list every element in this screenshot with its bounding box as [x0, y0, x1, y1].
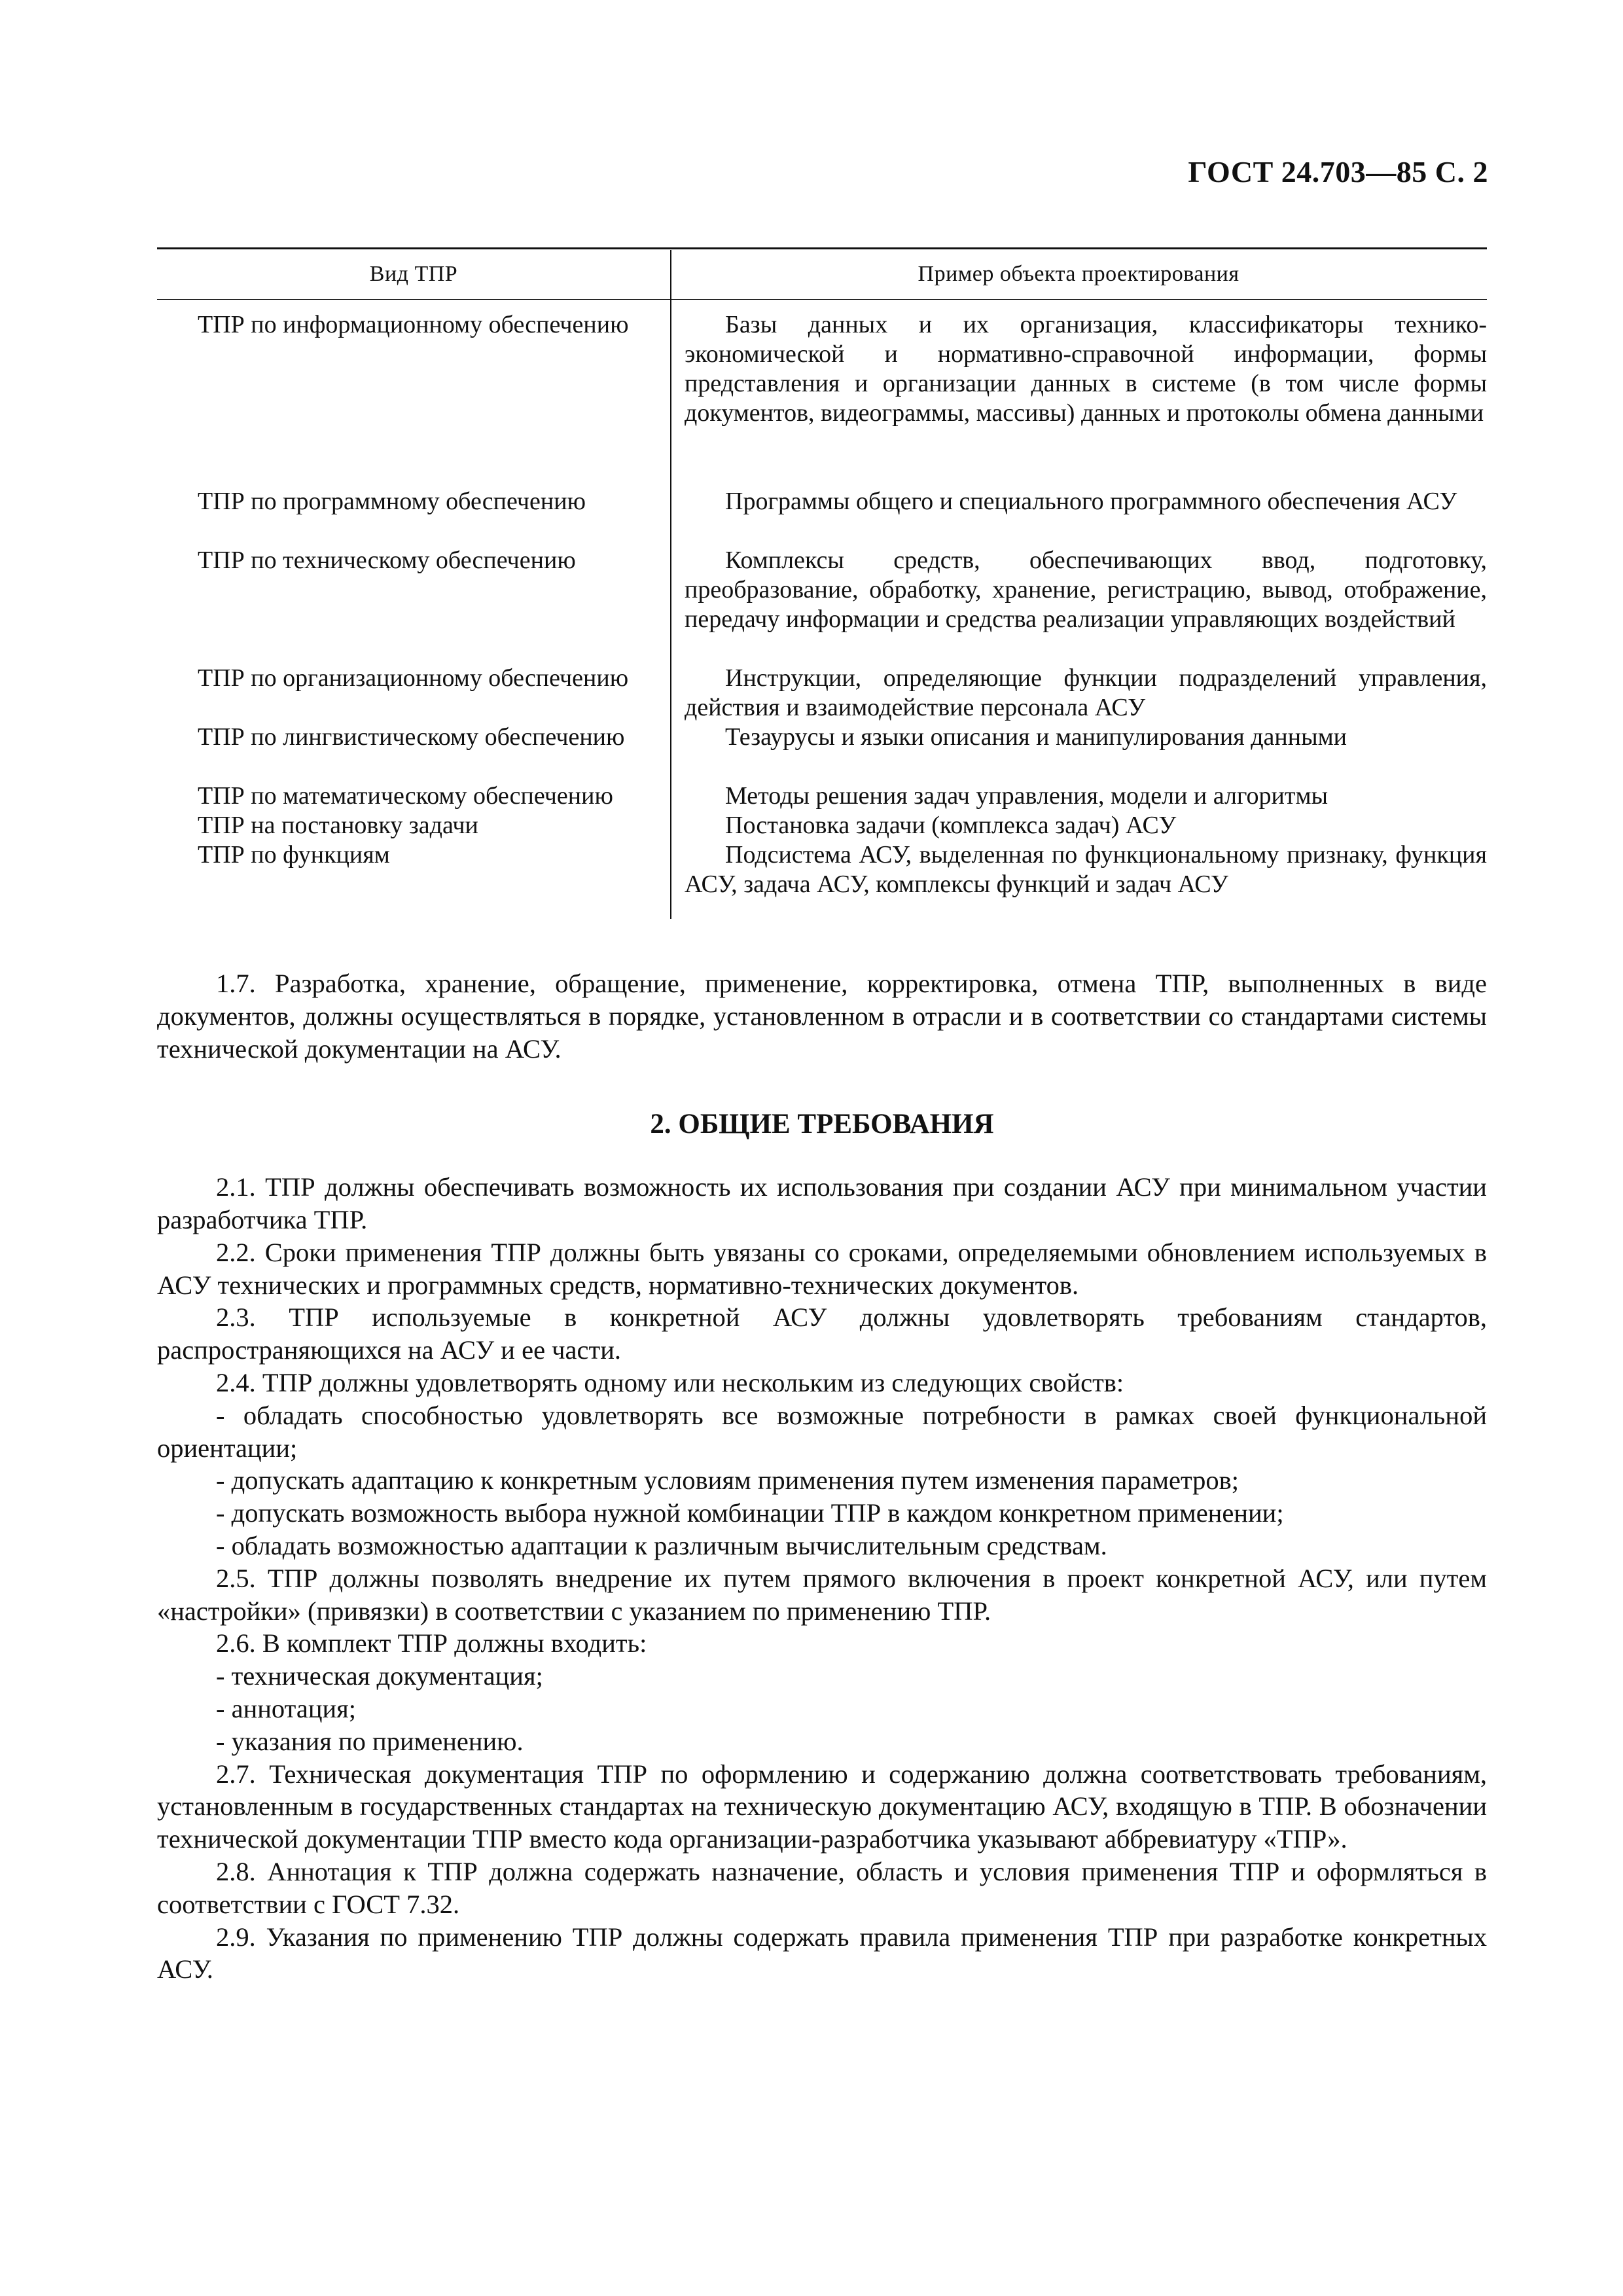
table-body — [157, 300, 1487, 899]
paragraph-2-1: 2.1. ТПР должны обеспечивать возможность их использования при создании АСУ при минимальном участии разработчика ТПР. — [157, 1172, 1487, 1234]
paragraph-2-7: 2.7. Техническая документация ТПР по оформлению и содержанию должна соответствовать требованиям, установленным в государственных стандартах на техническую документацию АСУ, входящую в ТПР. В обозначении технической документации ТПР вместо кода организации-разработчика указывают аббревиатуру «ТПР». — [157, 1759, 1487, 1854]
list-item: - указания по применению. — [216, 1726, 524, 1756]
paragraph-2-6: 2.6. В комплект ТПР должны входить: — [216, 1628, 647, 1659]
table-cell-example: Тезаурусы и языки описания и манипулирования данными — [725, 723, 1347, 751]
table-header-example: Пример объекта проектирования — [918, 262, 1240, 286]
table-cell-type: ТПР по техническому обеспечению — [198, 547, 576, 574]
table-cell-type: ТПР по организационному обеспечению — [198, 664, 629, 692]
table-row — [157, 811, 1487, 840]
list-item: - обладать возможностью адаптации к различным вычислительным средствам. — [216, 1530, 1107, 1560]
table-header-type: Вид ТПР — [369, 262, 458, 286]
table-cell-example: Комплексы средств, обеспечивающих ввод, подготовку, преобразование, обработку, хранение, регистрацию, вывод, отображение, передачу информации и средства реализации управляющих воздействий — [685, 547, 1487, 633]
table-row — [157, 664, 1487, 723]
list-item: - обладать способностью удовлетворять все возможные потребности в рамках своей функциональной ориентации; — [157, 1400, 1487, 1463]
paragraph-2-2: 2.2. Сроки применения ТПР должны быть увязаны со сроками, определяемыми обновлением используемых в АСУ технических и программных средств, нормативно-технических документов. — [157, 1237, 1487, 1300]
table-row — [157, 487, 1487, 546]
list-item: - допускать адаптацию к конкретным условиям применения путем изменения параметров; — [216, 1465, 1240, 1496]
paragraph-2-9: 2.9. Указания по применению ТПР должны содержать правила применения ТПР при разработке конкретных АСУ. — [157, 1922, 1487, 1984]
paragraph-2-5: 2.5. ТПР должны позволять внедрение их путем прямого включения в проект конкретной АСУ, или путем «настройки» (привязки) в соответствии с указанием по применению ТПР. — [157, 1563, 1487, 1626]
list-item: - допускать возможность выбора нужной комбинации ТПР в каждом конкретном применении; — [216, 1498, 1284, 1528]
table-column-divider — [670, 250, 671, 919]
table-row — [157, 781, 1487, 811]
table-row — [157, 310, 1487, 487]
paragraph-2-3: 2.3. ТПР используемые в конкретной АСУ должны удовлетворять требованиям стандартов, распространяющихся на АСУ и ее части. — [157, 1302, 1487, 1365]
section-title-general-requirements: 2. ОБЩИЕ ТРЕБОВАНИЯ — [650, 1109, 994, 1140]
paragraph-2-4: 2.4. ТПР должны удовлетворять одному или нескольким из следующих свойств: — [216, 1367, 1124, 1397]
table-row — [157, 546, 1487, 664]
table-cell-type: ТПР по функциям — [198, 841, 390, 869]
table-row — [157, 840, 1487, 899]
table-cell-type: ТПР по математическому обеспечению — [198, 782, 613, 810]
paragraph-1-7: 1.7. Разработка, хранение, обращение, применение, корректировка, отмена ТПР, выполненных в виде документов, должны осуществляться в порядке, установленном в отрасли и в соответствии со стандартами системы технической документации на АСУ. — [157, 969, 1487, 1064]
table-cell-example: Постановка задачи (комплекса задач) АСУ — [725, 812, 1177, 839]
page-header-reference: ГОСТ 24.703—85 С. 2 — [1188, 155, 1488, 188]
table-cell-example: Базы данных и их организация, классификаторы технико-экономической и нормативно-справочной информации, формы представления и организации данных в системе (в том числе формы документов, видеограммы, массивы) данных и протоколы обмена данными — [685, 311, 1487, 427]
table-cell-example: Инструкции, определяющие функции подразделений управления, действия и взаимодействие персонала АСУ — [685, 664, 1487, 721]
table-header-row — [157, 249, 1487, 300]
list-item: - аннотация; — [216, 1693, 357, 1723]
document-body — [157, 967, 1487, 1986]
paragraph-2-8: 2.8. Аннотация к ТПР должна содержать назначение, область и условия применения ТПР и оформляться в соответствии с ГОСТ 7.32. — [157, 1856, 1487, 1919]
table-cell-type: ТПР по информационному обеспечению — [198, 311, 629, 338]
list-item: - техническая документация; — [216, 1661, 543, 1691]
table-cell-type: ТПР по лингвистическому обеспечению — [198, 723, 625, 751]
table-row — [157, 723, 1487, 781]
table-cell-type: ТПР по программному обеспечению — [198, 488, 586, 515]
table-cell-example: Программы общего и специального программного обеспечения АСУ — [725, 488, 1457, 515]
table-cell-example: Методы решения задач управления, модели и алгоритмы — [725, 782, 1329, 810]
tpr-types-table — [157, 247, 1487, 899]
table-cell-example: Подсистема АСУ, выделенная по функциональному признаку, функция АСУ, задача АСУ, комплексы функций и задач АСУ — [685, 841, 1487, 898]
table-cell-type: ТПР на постановку задачи — [198, 812, 478, 839]
